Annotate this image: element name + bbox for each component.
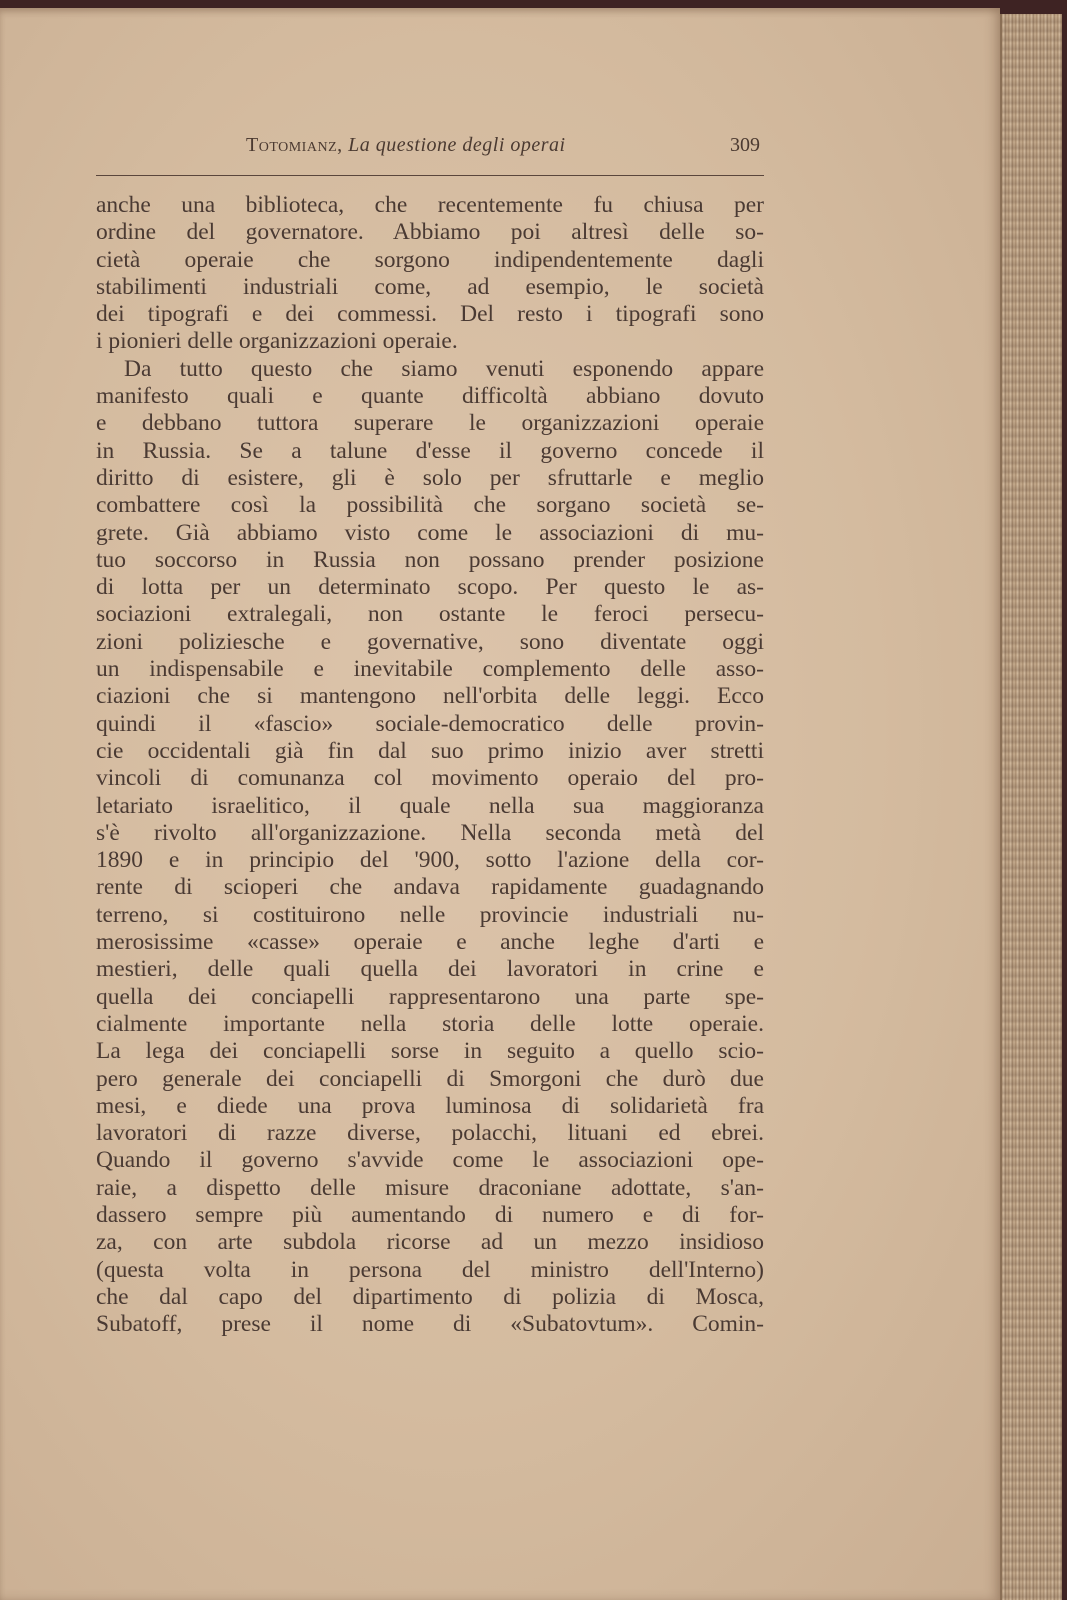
body-line: mesi, e diede una prova luminosa di solidarietà fra xyxy=(96,1092,764,1119)
body-line: diritto di esistere, gli è solo per sfruttarle e meglio xyxy=(96,464,764,491)
body-line: cietà operaie che sorgono indipendentemente dagli xyxy=(96,246,764,273)
body-line: ciazioni che si mantengono nell'orbita delle leggi. Ecco xyxy=(96,683,764,710)
body-line: quindi il «fascio» sociale-democratico delle provin- xyxy=(96,710,764,737)
body-line: La lega dei conciapelli sorse in seguito a quello scio- xyxy=(96,1038,764,1065)
body-line: sociazioni extralegali, non ostante le feroci persecu- xyxy=(96,601,764,628)
body-line: zioni poliziesche e governative, sono diventate oggi xyxy=(96,628,764,655)
body-line: i pionieri delle organizzazioni operaie. xyxy=(96,328,458,355)
body-line: mestieri, delle quali quella dei lavoratori in crine e xyxy=(96,956,764,983)
body-line: pero generale dei conciapelli di Smorgoni che durò due xyxy=(96,1065,764,1092)
body-line: Quando il governo s'avvide come le associazioni ope- xyxy=(96,1147,764,1174)
body-line: vincoli di comunanza col movimento operaio del pro- xyxy=(96,765,764,792)
body-line: 1890 e in principio del '900, sotto l'azione della cor- xyxy=(96,847,764,874)
body-line: cialmente importante nella storia delle lotte operaie. xyxy=(96,1010,764,1037)
running-head-author: Totomianz, xyxy=(246,134,343,156)
running-head-title xyxy=(246,134,566,157)
body-line: tuo soccorso in Russia non possano prender posizione xyxy=(96,546,764,573)
body-line: un indispensabile e inevitabile complemento delle asso- xyxy=(96,656,764,683)
body-line: raie, a dispetto delle misure draconiane adottate, s'an- xyxy=(96,1174,764,1201)
body-line: lavoratori di razze diverse, polacchi, lituani ed ebrei. xyxy=(96,1120,764,1147)
body-line: merosissime «casse» operaie e anche leghe d'arti e xyxy=(96,929,764,956)
body-line: s'è rivolto all'organizzazione. Nella seconda metà del xyxy=(96,819,764,846)
header-rule xyxy=(96,175,764,176)
body-line: e debbano tuttora superare le organizzazioni operaie xyxy=(96,410,764,437)
body-line: rente di scioperi che andava rapidamente guadagnando xyxy=(96,874,764,901)
body-line: ordine del governatore. Abbiamo poi altresì delle so- xyxy=(96,219,764,246)
running-head xyxy=(96,128,764,162)
body-line: cie occidentali già fin dal suo primo inizio aver stretti xyxy=(96,737,764,764)
body-line: quella dei conciapelli rappresentarono una parte spe- xyxy=(96,983,764,1010)
body-line: dassero sempre più aumentando di numero e di for- xyxy=(96,1201,764,1228)
book-page-edges xyxy=(1000,14,1062,1600)
body-line: Da tutto questo che siamo venuti esponendo appare xyxy=(124,355,764,382)
page-number: 309 xyxy=(730,134,760,156)
running-head-work: La questione degli operai xyxy=(348,134,566,156)
body-line: di lotta per un determinato scopo. Per questo le as- xyxy=(96,574,764,601)
body-line: terreno, si costituirono nelle provincie industriali nu- xyxy=(96,901,764,928)
body-line: grete. Già abbiamo visto come le associazioni di mu- xyxy=(96,519,764,546)
body-line: che dal capo del dipartimento di polizia di Mosca, xyxy=(96,1283,764,1310)
body-line: stabilimenti industriali come, ad esempio, le società xyxy=(96,273,764,300)
body-line: in Russia. Se a talune d'esse il governo concede il xyxy=(96,437,764,464)
body-line: anche una biblioteca, che recentemente fu chiusa per xyxy=(96,192,764,218)
body-line: combattere così la possibilità che sorgano società se- xyxy=(96,492,764,519)
body-line: dei tipografi e dei commessi. Del resto i tipografi sono xyxy=(96,301,764,328)
body-line: letariato israelitico, il quale nella sua maggioranza xyxy=(96,792,764,819)
body-line: (questa volta in persona del ministro dell'Interno) xyxy=(96,1256,764,1283)
body-line: Subatoff, prese il nome di «Subatovtum». Comin- xyxy=(96,1311,764,1338)
body-line: manifesto quali e quante difficoltà abbiano dovuto xyxy=(96,383,764,410)
body-line: za, con arte subdola ricorse ad un mezzo insidioso xyxy=(96,1229,764,1256)
body-text xyxy=(96,192,764,1338)
